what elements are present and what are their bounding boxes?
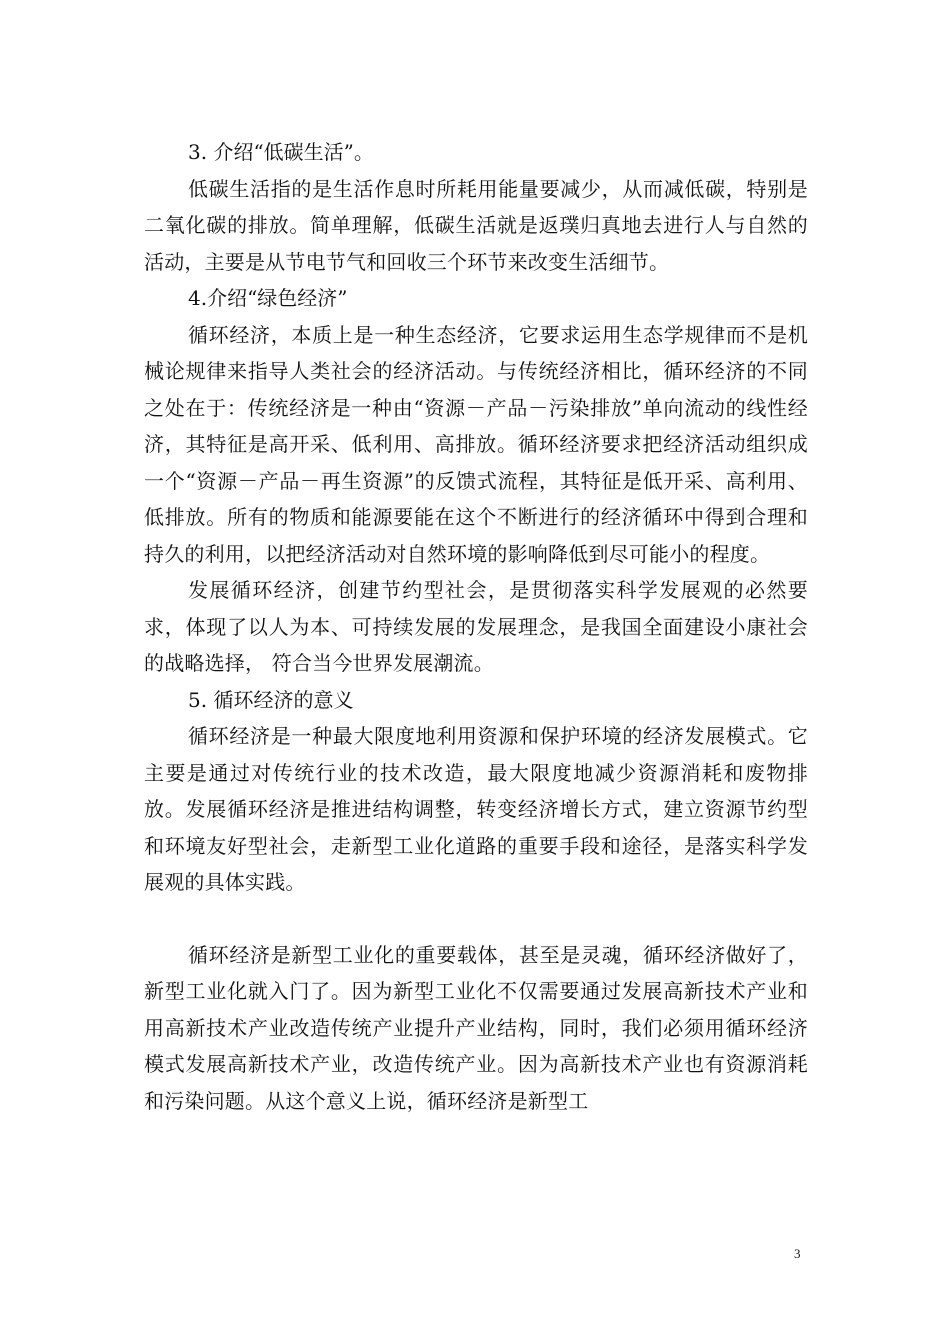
page-number: 3	[794, 1246, 801, 1261]
section-heading-circular-economy-significance: 5. 循环经济的意义	[188, 687, 354, 712]
document-body	[144, 134, 808, 1119]
paragraph-low-carbon-life: 低碳生活指的是生活作息时所耗用能量要减少，从而减低碳，特别是二氧化碳的排放。简单理解，低碳生活就是返璞归真地去进行人与自然的活动，主要是从节电节气和回收三个环节来改变生活细节。	[144, 176, 808, 274]
paragraph-circular-economy-development: 发展循环经济，创建节约型社会，是贯彻落实科学发展观的必然要求，体现了以人为本、可持续发展的发展理念，是我国全面建设小康社会的战略选择， 符合当今世界发展潮流。	[144, 578, 808, 675]
paragraph-circular-economy-definition: 循环经济，本质上是一种生态经济，它要求运用生态学规律而不是机械论规律来指导人类社会的经济活动。与传统经济相比，循环经济的不同之处在于：传统经济是一种由“资源－产品－污染排放”单向流动的线性经济，其特征是高开采、低利用、高排放。循环经济要求把经济活动组织成一个“资源－产品－再生资源”的反馈式流程，其特征是低开采、高利用、低排放。所有的物质和能源要能在这个不断进行的经济循环中得到合理和持久的利用，以把经济活动对自然环境的影响降低到尽可能小的程度。	[144, 322, 808, 566]
paragraph-gap	[144, 901, 808, 937]
section-heading-low-carbon-life: 3. 介绍“低碳生活”。	[188, 140, 374, 164]
paragraph-new-industrialization: 循环经济是新型工业化的重要载体，甚至是灵魂，循环经济做好了，新型工业化就入门了。因为新型工业化不仅需要通过发展高新技术产业和用高新技术产业改造传统产业提升产业结构，同时，我们必须用循环经济模式发展高新技术产业，改造传统产业。因为高新技术产业也有资源消耗和污染问题。从这个意义上说，循环经济是新型工	[144, 942, 808, 1113]
section-heading-green-economy: 4.介绍“绿色经济”	[188, 286, 348, 310]
paragraph-circular-economy-significance: 循环经济是一种最大限度地利用资源和保护环境的经济发展模式。它主要是通过对传统行业的技术改造，最大限度地减少资源消耗和废物排放。发展循环经济是推进结构调整，转变经济增长方式，建立资源节约型和环境友好型社会，走新型工业化道路的重要手段和途径，是落实科学发展观的具体实践。	[144, 724, 808, 894]
